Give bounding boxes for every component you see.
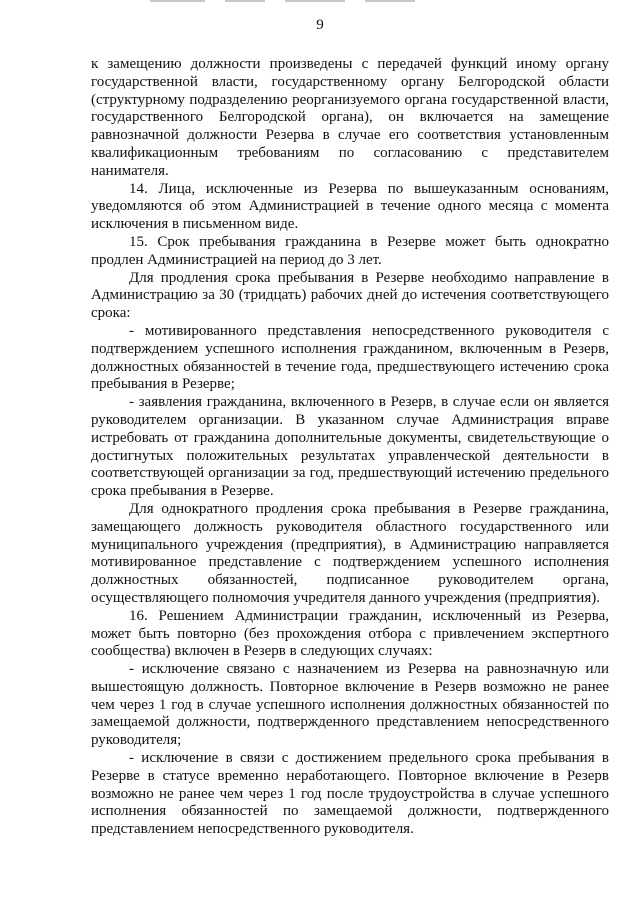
paragraph: Для продления срока пребывания в Резерве необходимо направление в Администрацию за 30 (тридцать) рабочих дней до истечения соответствующего срока: [91,269,609,322]
paragraph: - исключение в связи с достижением предельного срока пребывания в Резерве в статусе временно неработающего. Повторное включение в Резерв возможно не ранее чем через 1 год после трудоустройства в случае успешного исполнения обязанностей по замещаемой должности, подтвержденного представлением непосредственного руководителя. [91,750,609,838]
paragraph: 15. Срок пребывания гражданина в Резерве может быть однократно продлен Администрацией на период до 3 лет. [91,233,609,268]
scan-header-marks [150,0,450,4]
document-body [91,56,609,839]
page-number: 9 [316,17,324,33]
paragraph: 16. Решением Администрации гражданин, исключенный из Резерва, может быть повторно (без прохождения отбора с привлечением экспертного сообщества) включен в Резерв в следующих случаях: [91,607,609,660]
paragraph: к замещению должности произведены с передачей функций иному органу государственной власти, государственному органу Белгородской области (структурному подразделению реорганизуемого органа государственной власти, государственного Белгородской органа), он включается на замещение равнозначной должности Резерва в случае его соответствия установленным квалификационным требованиям по согласованию с представителем нанимателя. [91,56,609,179]
paragraph: - исключение связано с назначением из Резерва на равнозначную или вышестоящую должность. Повторное включение в Резерв возможно не ранее чем через 1 год в случае успешного исполнения должностных обязанностей по замещаемой должности, подтвержденного представлением непосредственного руководителя; [91,661,609,749]
paragraph: Для однократного продления срока пребывания в Резерве гражданина, замещающего должность руководителя областного государственного или муниципального учреждения (предприятия), в Администрацию направляется мотивированное представление с подтверждением успешного исполнения должностных обязанностей, подписанное руководителем органа, осуществляющего полномочия учредителя данного учреждения (предприятия). [91,500,609,606]
paragraph: - заявления гражданина, включенного в Резерв, в случае если он является руководителем организации. В указанном случае Администрация вправе истребовать от гражданина дополнительные документы, свидетельствующие о достигнутых положительных результатах управленческой деятельности в соответствующей организации за год, предшествующий истечению предельного срока пребывания в Резерве. [91,394,609,500]
paragraph: - мотивированного представления непосредственного руководителя с подтверждением успешного исполнения гражданином, включенным в Резерв, должностных обязанностей в течение года, предшествующего истечению срока пребывания в Резерве; [91,322,609,393]
paragraph: 14. Лица, исключенные из Резерва по вышеуказанным основаниям, уведомляются об этом Администрацией в течение одного месяца с момента исключения в письменном виде. [91,180,609,233]
